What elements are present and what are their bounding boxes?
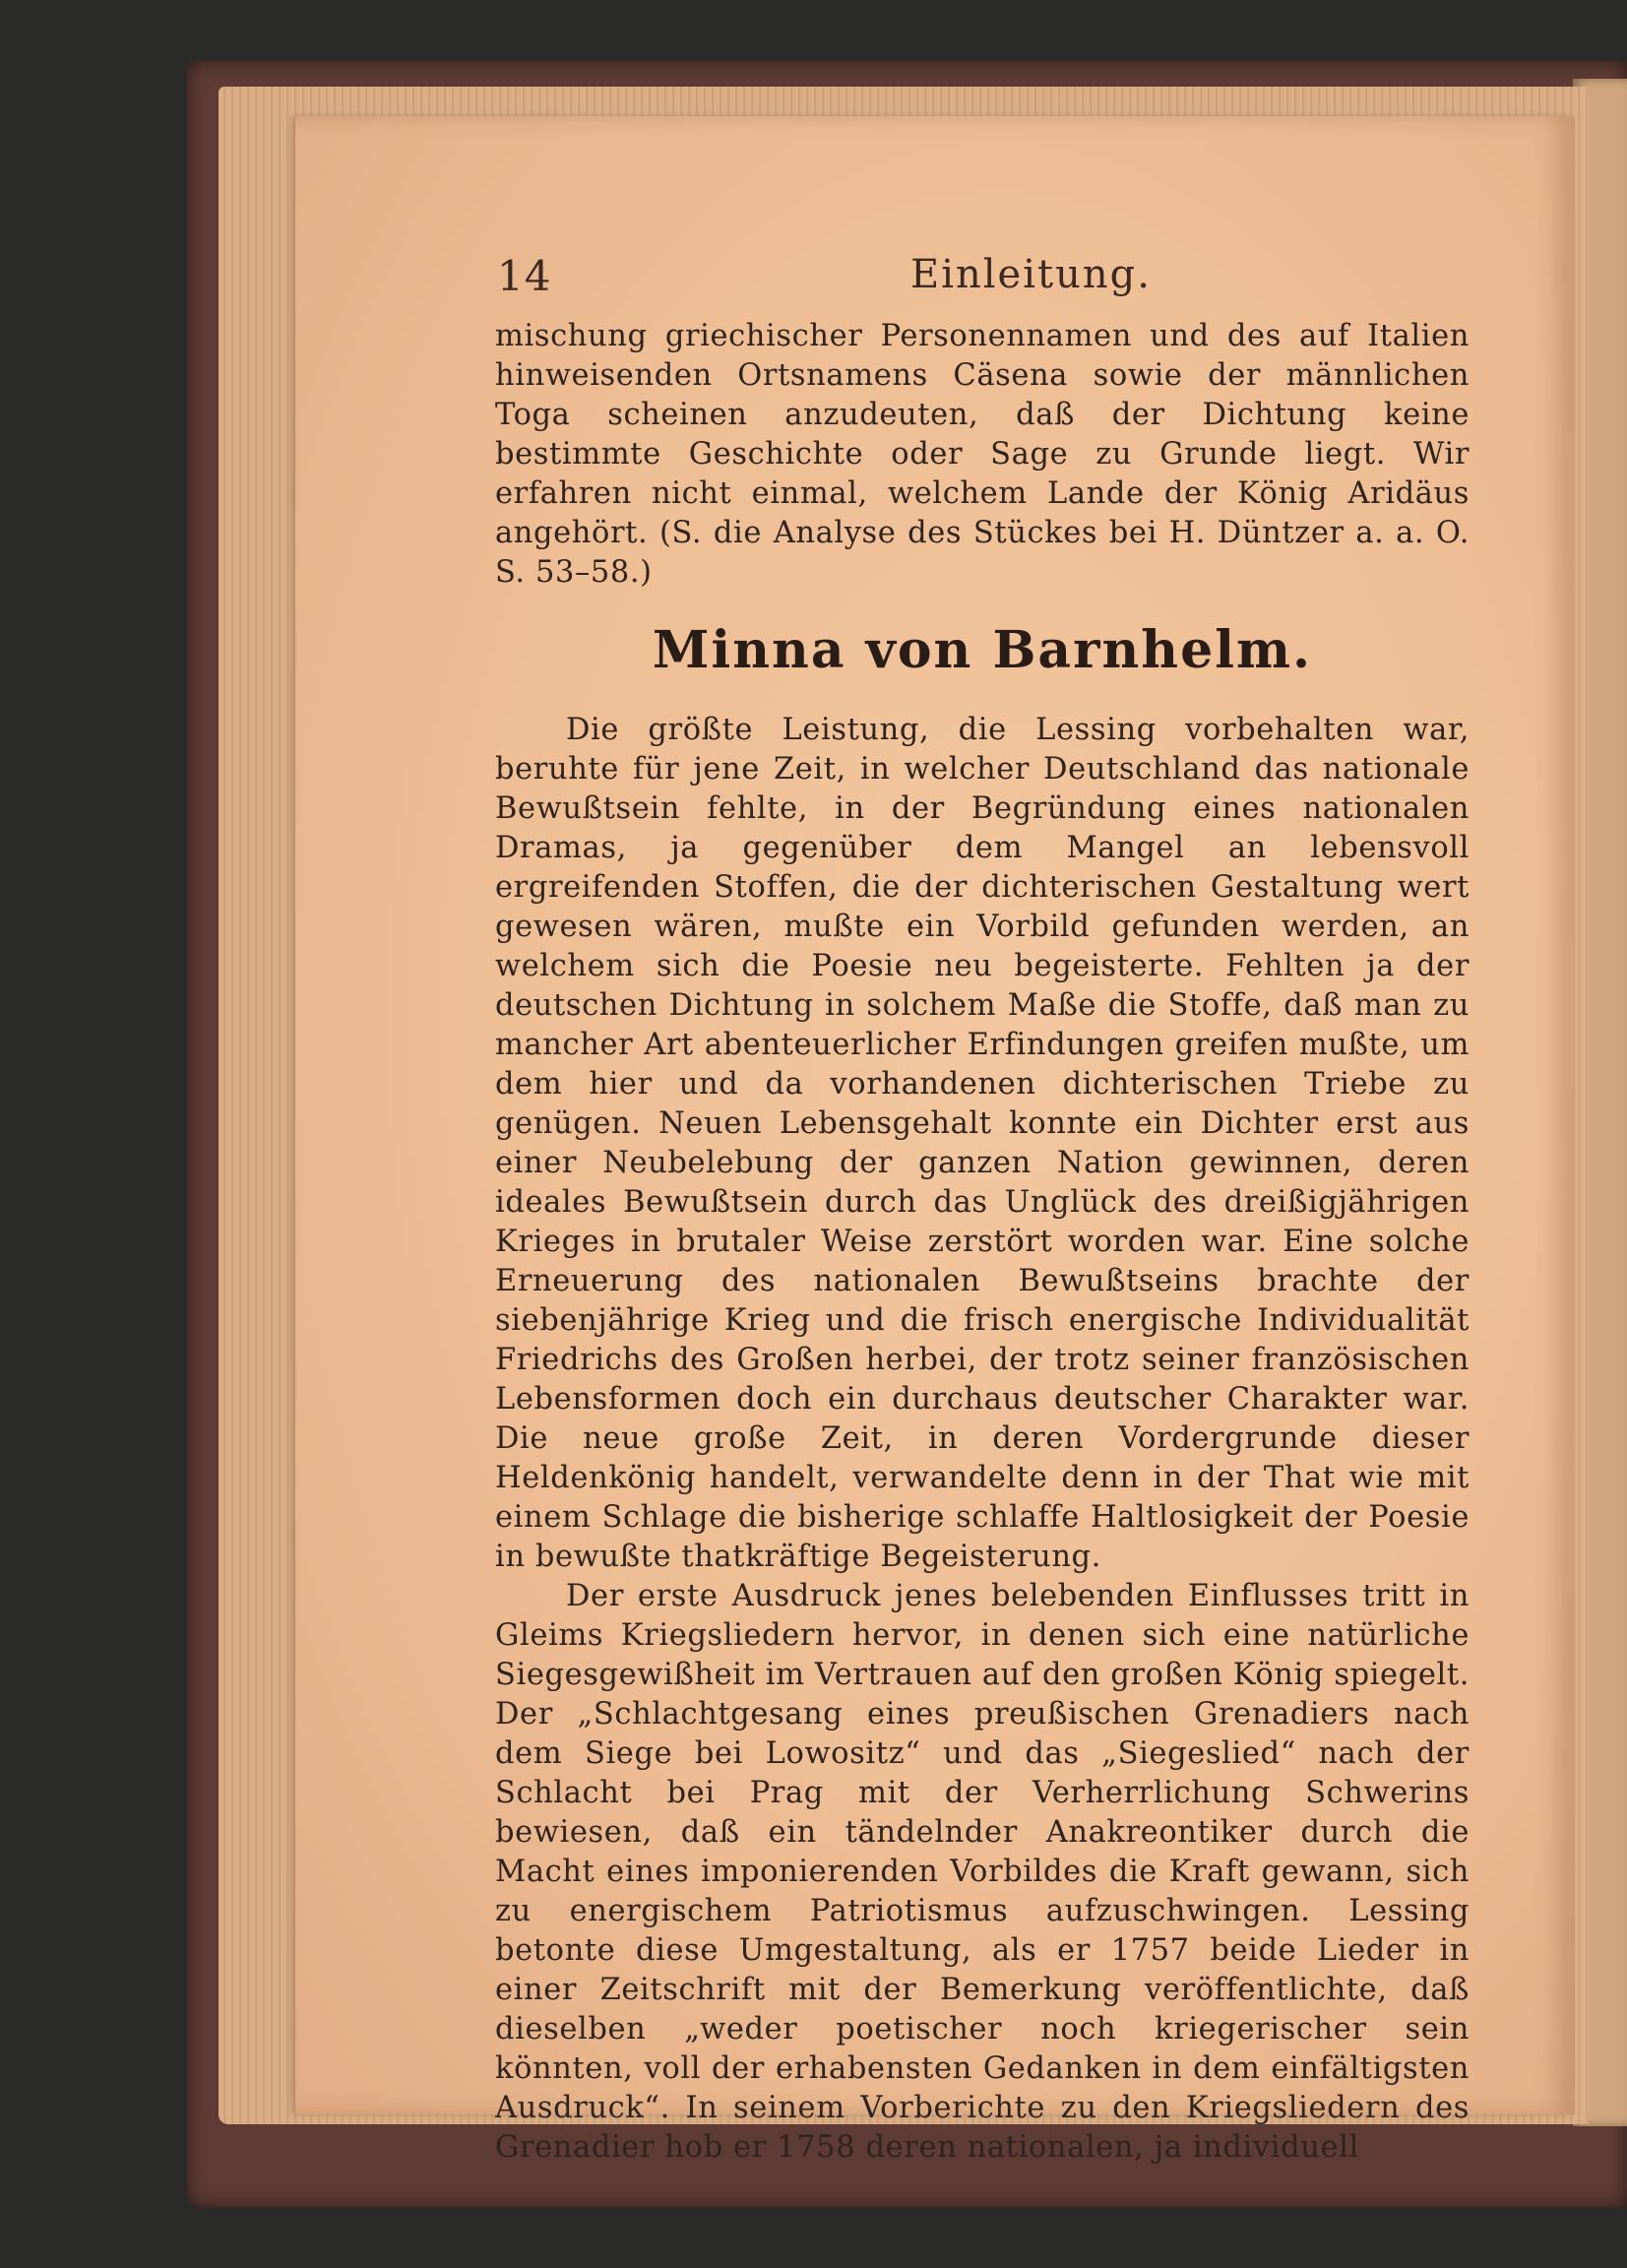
paragraph-1: Die größte Leistung, die Lessing vorbehalten war, beruhte für jene Zeit, in welcher Deutschland das nationale Bewußtsein fehlte, in der Begründung eines nationalen Dramas, ja gegenüber dem Mangel an lebensvoll ergreifenden Stoffen, die der dichterischen Gestaltung wert gewesen wären, mußte ein Vorbild gefunden werden, an welchem sich die Poesie neu begeisterte. Fehlten ja der deutschen Dichtung in solchem Maße die Stoffe, daß man zu mancher Art abenteuerlicher Erfindungen greifen mußte, um dem hier und da vorhandenen dichterischen Triebe zu genügen. Neuen Lebensgehalt konnte ein Dichter erst aus einer Neubelebung der ganzen Nation gewinnen, deren ideales Bewußtsein durch das Unglück des dreißigjährigen Krieges in brutaler Weise zerstört worden war. Eine solche Erneuerung des nationalen Bewußtseins brachte der siebenjährige Krieg und die frisch energische Individualität Friedrichs des Großen herbei, der trotz seiner französischen Lebensformen doch ein durchaus deutscher Charakter war. Die neue große Zeit, in deren Vordergrunde dieser Heldenkönig handelt, verwandelte denn in der That wie mit einem Schlage die bisherige schlaffe Haltlosigkeit der Poesie in bewußte thatkräftige Begeisterung. xyxy=(495,713,1470,1574)
page-header xyxy=(497,252,1462,303)
intro-text xyxy=(495,317,1470,593)
intro-paragraph: mischung griechischer Personennamen und des auf Italien hinweisenden Ortsnamens Cäsena sowie der männlichen Toga scheinen anzudeuten, daß der Dichtung keine bestimmte Geschichte oder Sage zu Grunde liegt. Wir erfahren nicht einmal, welchem Lande der König Aridäus angehört. (S. die Analyse des Stückes bei H. Düntzer a. a. O. S. 53–58.) xyxy=(495,319,1470,590)
running-head: Einleitung. xyxy=(910,252,1152,297)
page-number: 14 xyxy=(497,252,552,300)
paragraph-2: Der erste Ausdruck jenes belebenden Einflusses tritt in Gleims Kriegsliedern hervor, in denen sich eine natürliche Siegesgewißheit im Vertrauen auf den großen König spiegelt. Der „Schlachtgesang eines preußischen Grenadiers nach dem Siege bei Lowositz“ und das „Siegeslied“ nach der Schlacht bei Prag mit der Verherrlichung Schwerins bewiesen, daß ein tändelnder Anakreontiker durch die Macht eines imponierenden Vorbildes die Kraft gewann, sich zu energischem Patriotismus aufzuschwingen. Lessing betonte diese Umgestaltung, als er 1757 beide Lieder in einer Zeitschrift mit der Bemerkung veröffentlichte, daß dieselben „weder poetischer noch kriegerischer sein könnten, voll der erhabensten Gedanken in dem einfältigsten Ausdruck“. In seinem Vorberichte zu den Kriegsliedern des Grenadier hob er 1758 deren nationalen, ja individuell xyxy=(495,1579,1470,2165)
section-body xyxy=(495,711,1470,2168)
section-title: Minna von Barnhelm. xyxy=(652,620,1313,680)
